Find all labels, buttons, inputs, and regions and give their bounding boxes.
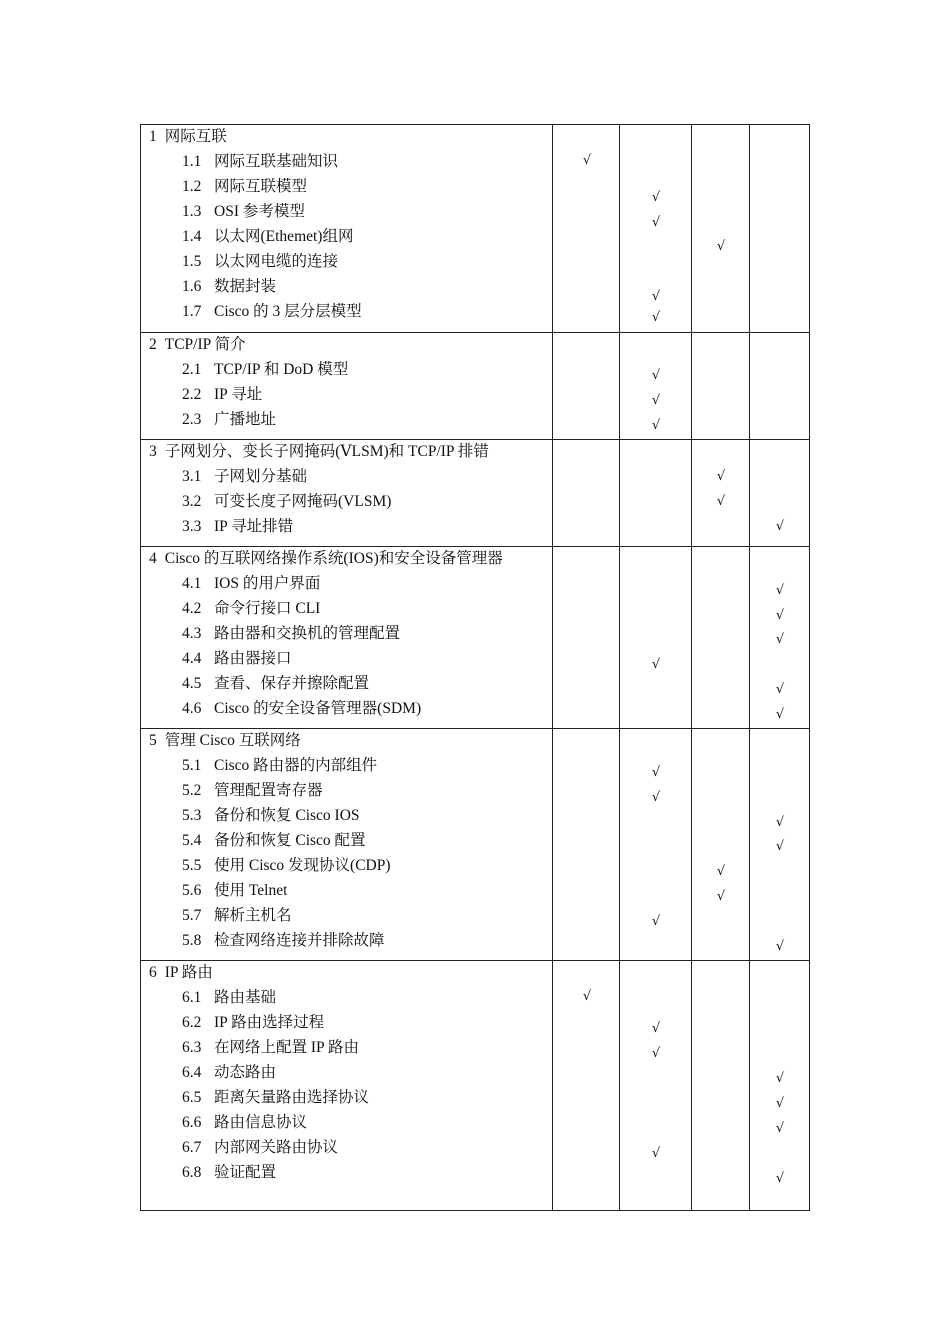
topic-number: 1.3 [182, 203, 202, 220]
column-divider [619, 961, 620, 1210]
topic-item [182, 649, 292, 669]
topic-item [182, 931, 385, 951]
check-mark: √ [651, 765, 661, 780]
topic-label: 路由基础 [214, 989, 277, 1006]
topic-number: 1.1 [182, 153, 202, 170]
check-mark: √ [651, 393, 661, 408]
topic-number: 6.5 [182, 1089, 202, 1106]
check-mark: √ [716, 494, 726, 509]
topic-label: 命令行接口 CLI [214, 600, 321, 617]
check-mark: √ [775, 519, 785, 534]
section-heading [149, 335, 246, 355]
column-divider [619, 125, 620, 332]
column-divider [552, 547, 553, 728]
column-divider [749, 125, 750, 332]
section-heading [149, 127, 227, 147]
check-mark: √ [775, 1096, 785, 1111]
column-divider [552, 961, 553, 1210]
topic-item [182, 574, 320, 594]
topic-item [182, 674, 369, 694]
column-divider [552, 333, 553, 439]
topic-label: 网际互联模型 [214, 178, 308, 195]
topic-item [182, 806, 360, 826]
column-divider [749, 729, 750, 960]
check-mark: √ [651, 190, 661, 205]
topic-item [182, 277, 276, 297]
topic-number: 5.5 [182, 857, 202, 874]
topic-item [182, 177, 307, 197]
topic-number: 4.2 [182, 600, 202, 617]
check-mark: √ [582, 153, 592, 168]
topic-item [182, 856, 391, 876]
topic-number: 2.3 [182, 411, 202, 428]
topic-label: OSI 参考模型 [214, 203, 305, 220]
check-mark: √ [775, 839, 785, 854]
check-mark: √ [775, 1121, 785, 1136]
topic-label: 网际互联基础知识 [214, 153, 339, 170]
topic-item [182, 302, 362, 322]
column-divider [691, 729, 692, 960]
topic-number: 1.7 [182, 303, 202, 320]
topic-label: 查看、保存并擦除配置 [214, 675, 370, 692]
topic-number: 6.7 [182, 1139, 202, 1156]
topic-label: IP 路由选择过程 [214, 1014, 325, 1031]
section-title: 网际互联 [164, 128, 227, 145]
check-mark: √ [716, 864, 726, 879]
topic-number: 4.5 [182, 675, 202, 692]
topic-item [182, 988, 276, 1008]
topic-number: 5.3 [182, 807, 202, 824]
section-title: Cisco 的互联网络操作系统(IOS)和安全设备管理器 [164, 550, 503, 567]
topic-label: 管理配置寄存器 [214, 782, 323, 799]
topic-item [182, 227, 353, 247]
table-section [141, 960, 809, 1210]
topic-number: 5.6 [182, 882, 202, 899]
topic-number: 6.2 [182, 1014, 202, 1031]
section-number: 3 [149, 443, 157, 460]
section-title: TCP/IP 简介 [164, 336, 246, 353]
topic-label: 数据封装 [214, 278, 277, 295]
topic-label: 可变长度子网掩码(VLSM) [214, 493, 392, 510]
topic-label: 距离矢量路由选择协议 [214, 1089, 370, 1106]
check-mark: √ [651, 368, 661, 383]
topic-item [182, 467, 307, 487]
topic-item [182, 1138, 338, 1158]
column-divider [552, 440, 553, 546]
topic-number: 6.1 [182, 989, 202, 1006]
section-number: 2 [149, 336, 157, 353]
topic-number: 5.4 [182, 832, 202, 849]
check-mark: √ [651, 914, 661, 929]
topic-item [182, 410, 276, 430]
check-mark: √ [775, 682, 785, 697]
check-mark: √ [651, 1046, 661, 1061]
topic-label: IOS 的用户界面 [214, 575, 321, 592]
topic-label: 子网划分基础 [214, 468, 308, 485]
topic-label: TCP/IP 和 DoD 模型 [214, 361, 349, 378]
topic-label: Cisco 的 3 层分层模型 [214, 303, 362, 320]
topic-item [182, 152, 338, 172]
topic-item [182, 1038, 359, 1058]
check-mark: √ [775, 1071, 785, 1086]
column-divider [619, 729, 620, 960]
check-mark: √ [651, 657, 661, 672]
topic-item [182, 1063, 276, 1083]
topic-item [182, 202, 305, 222]
topic-number: 4.3 [182, 625, 202, 642]
topic-label: 动态路由 [214, 1064, 277, 1081]
topic-label: 路由器接口 [214, 650, 292, 667]
topic-number: 1.5 [182, 253, 202, 270]
table-section [141, 546, 809, 728]
check-mark: √ [775, 583, 785, 598]
topic-number: 3.3 [182, 518, 202, 535]
check-mark: √ [775, 632, 785, 647]
check-mark: √ [775, 1171, 785, 1186]
topic-item [182, 1088, 369, 1108]
check-mark: √ [651, 1021, 661, 1036]
table-section [141, 332, 809, 439]
section-heading [149, 963, 213, 983]
topic-item [182, 699, 421, 719]
topic-item [182, 385, 262, 405]
topic-label: 检查网络连接并排除故障 [214, 932, 385, 949]
column-divider [749, 440, 750, 546]
column-divider [619, 547, 620, 728]
section-title: 子网划分、变长子网掩码(ⅤLSM)和 TCP/IP 排错 [164, 443, 489, 460]
section-heading [149, 731, 301, 751]
column-divider [691, 333, 692, 439]
table-section [141, 439, 809, 546]
section-heading [149, 442, 489, 462]
section-number: 5 [149, 732, 157, 749]
topic-label: 备份和恢复 Cisco IOS [214, 807, 360, 824]
check-mark: √ [651, 790, 661, 805]
topic-number: 6.6 [182, 1114, 202, 1131]
topic-number: 3.2 [182, 493, 202, 510]
check-mark: √ [716, 889, 726, 904]
check-mark: √ [716, 469, 726, 484]
topic-item [182, 252, 338, 272]
topic-number: 6.4 [182, 1064, 202, 1081]
topic-number: 4.4 [182, 650, 202, 667]
topic-item [182, 756, 377, 776]
topic-item [182, 906, 292, 926]
section-heading [149, 549, 503, 569]
topic-label: Cisco 路由器的内部组件 [214, 757, 378, 774]
topic-item [182, 781, 323, 801]
topic-item [182, 881, 287, 901]
check-mark: √ [775, 939, 785, 954]
check-mark: √ [775, 707, 785, 722]
check-mark: √ [775, 815, 785, 830]
topic-number: 1.2 [182, 178, 202, 195]
topic-label: Cisco 的安全设备管理器(SDM) [214, 700, 422, 717]
topic-number: 6.3 [182, 1039, 202, 1056]
topic-label: 以太网电缆的连接 [214, 253, 339, 270]
topic-label: 使用 Telnet [214, 882, 288, 899]
topic-item [182, 360, 348, 380]
topic-label: 使用 Cisco 发现协议(CDP) [214, 857, 391, 874]
topic-label: IP 寻址排错 [214, 518, 294, 535]
topic-item [182, 831, 366, 851]
topic-number: 5.8 [182, 932, 202, 949]
topic-number: 4.6 [182, 700, 202, 717]
topic-item [182, 599, 320, 619]
topic-item [182, 1113, 307, 1133]
column-divider [749, 547, 750, 728]
check-mark: √ [651, 289, 661, 304]
topic-number: 4.1 [182, 575, 202, 592]
column-divider [691, 961, 692, 1210]
column-divider [691, 125, 692, 332]
topic-label: 内部网关路由协议 [214, 1139, 339, 1156]
column-divider [619, 333, 620, 439]
section-number: 6 [149, 964, 157, 981]
topic-number: 5.2 [182, 782, 202, 799]
check-mark: √ [775, 608, 785, 623]
check-mark: √ [651, 1146, 661, 1161]
topic-item [182, 492, 391, 512]
topic-label: 在网络上配置 IP 路由 [214, 1039, 359, 1056]
check-mark: √ [651, 215, 661, 230]
section-title: IP 路由 [164, 964, 213, 981]
course-outline-table [140, 124, 810, 1211]
check-mark: √ [716, 239, 726, 254]
topic-item [182, 624, 400, 644]
column-divider [749, 333, 750, 439]
topic-number: 3.1 [182, 468, 202, 485]
table-section [141, 728, 809, 960]
column-divider [619, 440, 620, 546]
topic-item [182, 1013, 324, 1033]
topic-number: 5.7 [182, 907, 202, 924]
topic-label: 验证配置 [214, 1164, 277, 1181]
topic-number: 1.6 [182, 278, 202, 295]
topic-label: 解析主机名 [214, 907, 292, 924]
check-mark: √ [651, 310, 661, 325]
topic-label: 广播地址 [214, 411, 277, 428]
check-mark: √ [582, 989, 592, 1004]
topic-label: 备份和恢复 Cisco 配置 [214, 832, 366, 849]
topic-label: 路由信息协议 [214, 1114, 308, 1131]
column-divider [749, 961, 750, 1210]
column-divider [552, 125, 553, 332]
topic-number: 1.4 [182, 228, 202, 245]
topic-number: 2.2 [182, 386, 202, 403]
section-number: 1 [149, 128, 157, 145]
column-divider [691, 440, 692, 546]
topic-label: 以太网(Ethemet)组网 [214, 228, 354, 245]
column-divider [552, 729, 553, 960]
section-number: 4 [149, 550, 157, 567]
topic-number: 2.1 [182, 361, 202, 378]
table-section [141, 125, 809, 332]
check-mark: √ [651, 418, 661, 433]
section-title: 管理 Cisco 互联网络 [164, 732, 301, 749]
column-divider [691, 547, 692, 728]
topic-label: IP 寻址 [214, 386, 263, 403]
topic-item [182, 1163, 276, 1183]
topic-number: 5.1 [182, 757, 202, 774]
topic-item [182, 517, 293, 537]
topic-label: 路由器和交换机的管理配置 [214, 625, 401, 642]
topic-number: 6.8 [182, 1164, 202, 1181]
